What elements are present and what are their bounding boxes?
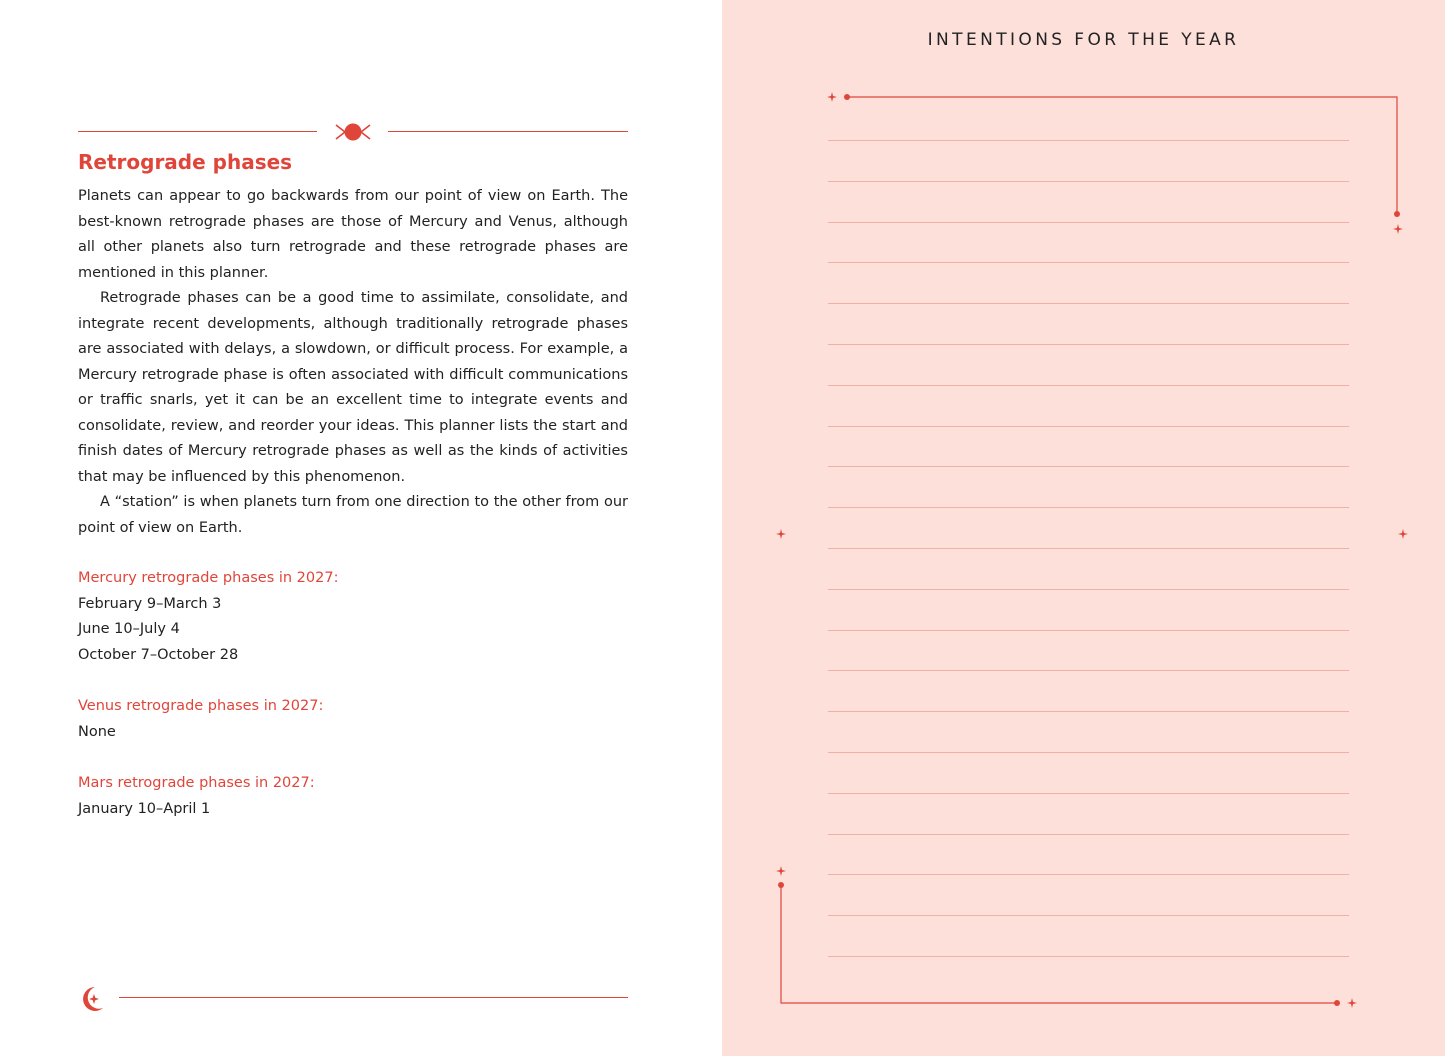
section-heading: Retrograde phases bbox=[78, 150, 293, 174]
footer-rule bbox=[119, 997, 628, 998]
mars-retrograde-list bbox=[78, 771, 315, 822]
list-heading: Mars retrograde phases in 2027: bbox=[78, 775, 315, 791]
body-text bbox=[78, 184, 628, 541]
writing-line[interactable] bbox=[828, 956, 1349, 957]
writing-line[interactable] bbox=[828, 262, 1349, 263]
writing-line[interactable] bbox=[828, 426, 1349, 427]
writing-line[interactable] bbox=[828, 507, 1349, 508]
paragraph: A “station” is when planets turn from one direction to the other from our point of view on Earth. bbox=[78, 494, 628, 536]
writing-line[interactable] bbox=[828, 915, 1349, 916]
writing-line[interactable] bbox=[828, 589, 1349, 590]
list-heading: Venus retrograde phases in 2027: bbox=[78, 698, 324, 714]
writing-line[interactable] bbox=[828, 140, 1349, 141]
date-item: June 10–July 4 bbox=[78, 621, 180, 637]
writing-line[interactable] bbox=[828, 303, 1349, 304]
header-rule-left bbox=[78, 131, 317, 132]
right-page bbox=[722, 0, 1445, 1056]
writing-line[interactable] bbox=[828, 385, 1349, 386]
writing-line[interactable] bbox=[828, 834, 1349, 835]
paragraph: Retrograde phases can be a good time to assimilate, consolidate, and integrate recent developments, although traditionally retrograde phases are associated with delays, a slowdown, or difficult process. For example, a Mercury retrograde phase is often associated with difficult communications or traffic snarls, yet it can be an excellent time to integrate events and consolidate, review, and reorder your ideas. This planner lists the start and finish dates of Mercury retrograde phases as well as the kinds of activities that may be influenced by this phenomenon. bbox=[78, 290, 628, 485]
writing-line[interactable] bbox=[828, 711, 1349, 712]
writing-line[interactable] bbox=[828, 874, 1349, 875]
planet-ornament-icon bbox=[333, 120, 373, 144]
writing-line[interactable] bbox=[828, 548, 1349, 549]
writing-line[interactable] bbox=[828, 630, 1349, 631]
writing-line[interactable] bbox=[828, 752, 1349, 753]
writing-line[interactable] bbox=[828, 466, 1349, 467]
date-item: February 9–March 3 bbox=[78, 595, 222, 612]
date-item: January 10–April 1 bbox=[78, 800, 211, 817]
date-item: October 7–October 28 bbox=[78, 646, 239, 663]
writing-line[interactable] bbox=[828, 181, 1349, 182]
crescent-moon-star-icon bbox=[76, 984, 106, 1014]
writing-line[interactable] bbox=[828, 793, 1349, 794]
left-page bbox=[0, 0, 722, 1056]
writing-line[interactable] bbox=[828, 222, 1349, 223]
date-item: None bbox=[78, 723, 116, 740]
writing-line[interactable] bbox=[828, 670, 1349, 671]
sparkle-icon bbox=[722, 0, 1445, 1056]
writing-line[interactable] bbox=[828, 344, 1349, 345]
header-rule-right bbox=[388, 131, 628, 132]
paragraph: Planets can appear to go backwards from our point of view on Earth. The best-known retrograde phases are those of Mercury and Venus, although all other planets also turn retrograde and these retrograde phases are mentioned in this planner. bbox=[78, 188, 628, 281]
mercury-retrograde-list bbox=[78, 566, 338, 668]
page-title: INTENTIONS FOR THE YEAR bbox=[927, 30, 1240, 50]
venus-retrograde-list bbox=[78, 694, 323, 745]
list-heading: Mercury retrograde phases in 2027: bbox=[78, 570, 339, 586]
